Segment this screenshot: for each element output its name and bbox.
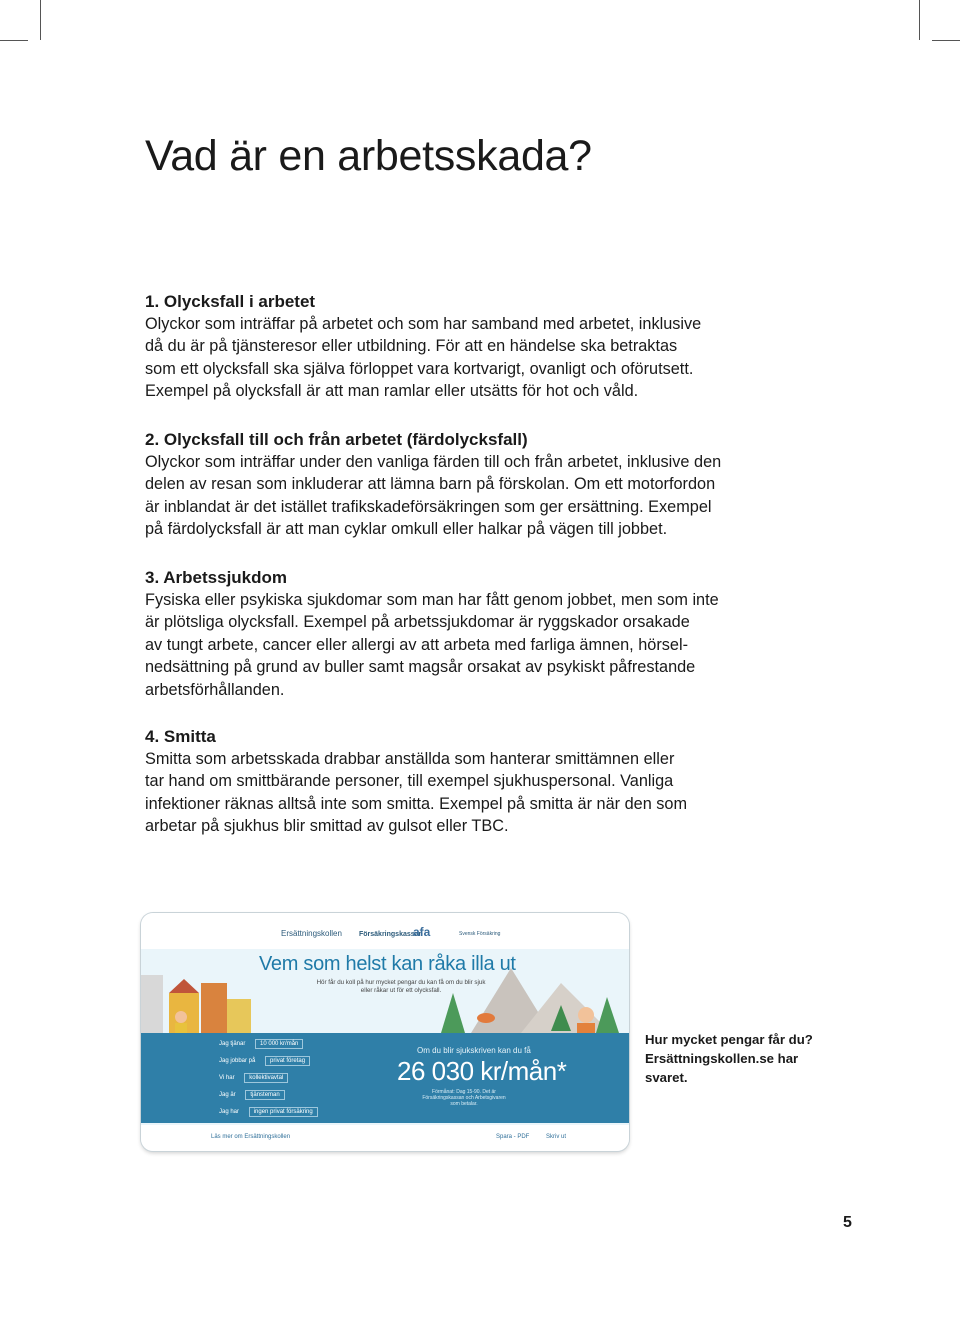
form-value: 10 000 kr/mån — [255, 1039, 303, 1049]
form-label: Jag är — [219, 1092, 236, 1098]
crop-mark — [932, 40, 960, 41]
subline-text: eller råkar ut för ett olycksfall. — [360, 987, 442, 994]
crop-mark — [919, 0, 920, 40]
section-heading: 2. Olycksfall till och från arbetet (färdolycksfall) — [145, 430, 528, 449]
page-title: Vad är en arbetsskada? — [145, 132, 592, 180]
section-smitta — [145, 726, 785, 838]
svensk-forsakring-logo: Svensk Försäkring — [459, 931, 501, 937]
read-more-link: Läs mer om Ersättningskollen — [211, 1134, 291, 1140]
paragraph-line: infektioner räknas alltså inte som smitta. Exempel på smitta är när den som — [145, 794, 688, 813]
screenshot-subline — [296, 979, 506, 995]
section-heading: 4. Smitta — [145, 727, 216, 746]
page-number: 5 — [843, 1214, 852, 1231]
result-lead: Om du blir sjukskriven kan du få — [417, 1046, 531, 1055]
section-arbetssjukdom — [145, 567, 785, 701]
form-row — [219, 1107, 318, 1117]
afa-logo: afa — [413, 925, 431, 939]
paragraph-line: på färdolycksfall är att man cyklar omkull eller halkar på vägen till jobbet. — [145, 520, 668, 539]
paragraph-line: som ett olycksfall ska själva förloppet vara kortvarigt, ovanligt och oförutsett. — [145, 359, 694, 378]
result-note: Förmånat: Dag 15-90. Det är Försäkringskassan och Arbetsgivaren som betalar. — [422, 1089, 506, 1107]
section-heading: 1. Olycksfall i arbetet — [145, 292, 316, 311]
form-row — [219, 1090, 285, 1100]
ersattningskollen-screenshot — [141, 913, 629, 1151]
paragraph-line: Exempel på olycksfall är att man ramlar eller utsätts för hot och våld. — [145, 382, 639, 401]
paragraph-line: nedsättning på grund av buller samt magsår orsakat av psykiskt påfrestande — [145, 658, 696, 677]
paragraph-line: Olyckor som inträffar på arbetet och som har samband med arbetet, inklusive — [145, 315, 702, 333]
paragraph-line: tar hand om smittbärande personer, till exempel sjukhuspersonal. Vanliga — [145, 772, 674, 791]
screenshot-headline: Vem som helst kan råka illa ut — [259, 953, 516, 975]
paragraph-line: Smitta som arbetsskada drabbar anställda som hanterar smittämnen eller — [145, 750, 675, 768]
form-label: Vi har — [219, 1075, 235, 1081]
paragraph-line: då du är på tjänsteresor eller utbildning. För att en händelse ska betraktas — [145, 337, 678, 356]
paragraph-line: Olyckor som inträffar under den vanliga färden till och från arbetet, inklusive den — [145, 453, 722, 471]
form-label: Jag jobbar på — [219, 1058, 256, 1064]
form-value: ingen privat försäkring — [249, 1107, 318, 1117]
form-label: Jag har — [219, 1109, 240, 1115]
print-link: Skriv ut — [546, 1134, 567, 1140]
result-value: 26 030 kr/mån* — [397, 1056, 567, 1086]
form-value: kollektivavtal — [244, 1073, 288, 1083]
section-heading: 3. Arbetssjukdom — [145, 568, 288, 587]
forsakringskassan-logo: Försäkringskassan — [359, 931, 423, 938]
form-row — [219, 1056, 310, 1066]
caption-line: Ersättningskollen.se har — [645, 1051, 799, 1066]
promo-caption — [645, 1030, 845, 1087]
paragraph-line: av tungt arbete, cancer eller allergi av att arbeta med farliga ämnen, hörsel- — [145, 635, 688, 654]
caption-line: svaret. — [645, 1070, 688, 1085]
paragraph-line: arbetsförhållanden. — [145, 680, 285, 699]
paragraph-line: Fysiska eller psykiska sjukdomar som man har fått genom jobbet, men som inte — [145, 591, 719, 609]
form-value: privat företag — [265, 1056, 310, 1066]
section-fardolycksfall — [145, 429, 785, 541]
paragraph-line: är plötsliga olycksfall. Exempel på arbetssjukdomar är ryggskador orsakade — [145, 613, 690, 632]
form-label: Jag tjänar — [219, 1041, 246, 1047]
paragraph-line: arbetar på sjukhus blir smittad av gulsot eller TBC. — [145, 817, 509, 836]
section-olycksfall-i-arbetet — [145, 291, 785, 403]
brand-logo: Ersättningskollen — [281, 929, 342, 938]
save-pdf-link: Spara - PDF — [496, 1134, 530, 1140]
paragraph-line: delen av resan som inkluderar att lämna barn på förskolan. Om ett motorfordon — [145, 475, 716, 494]
paragraph-line: är inblandat är det istället trafikskadeförsäkringen som ger ersättning. Exempel — [145, 497, 712, 516]
subline-text: Hör får du koll på hur mycket pengar du kan få om du blir sjuk — [316, 979, 486, 986]
crop-mark — [40, 0, 41, 40]
form-value: tjänsteman — [245, 1090, 284, 1100]
crop-mark — [0, 40, 28, 41]
caption-line: Hur mycket pengar får du? — [645, 1032, 813, 1047]
form-row — [219, 1073, 288, 1083]
form-row — [219, 1039, 303, 1049]
